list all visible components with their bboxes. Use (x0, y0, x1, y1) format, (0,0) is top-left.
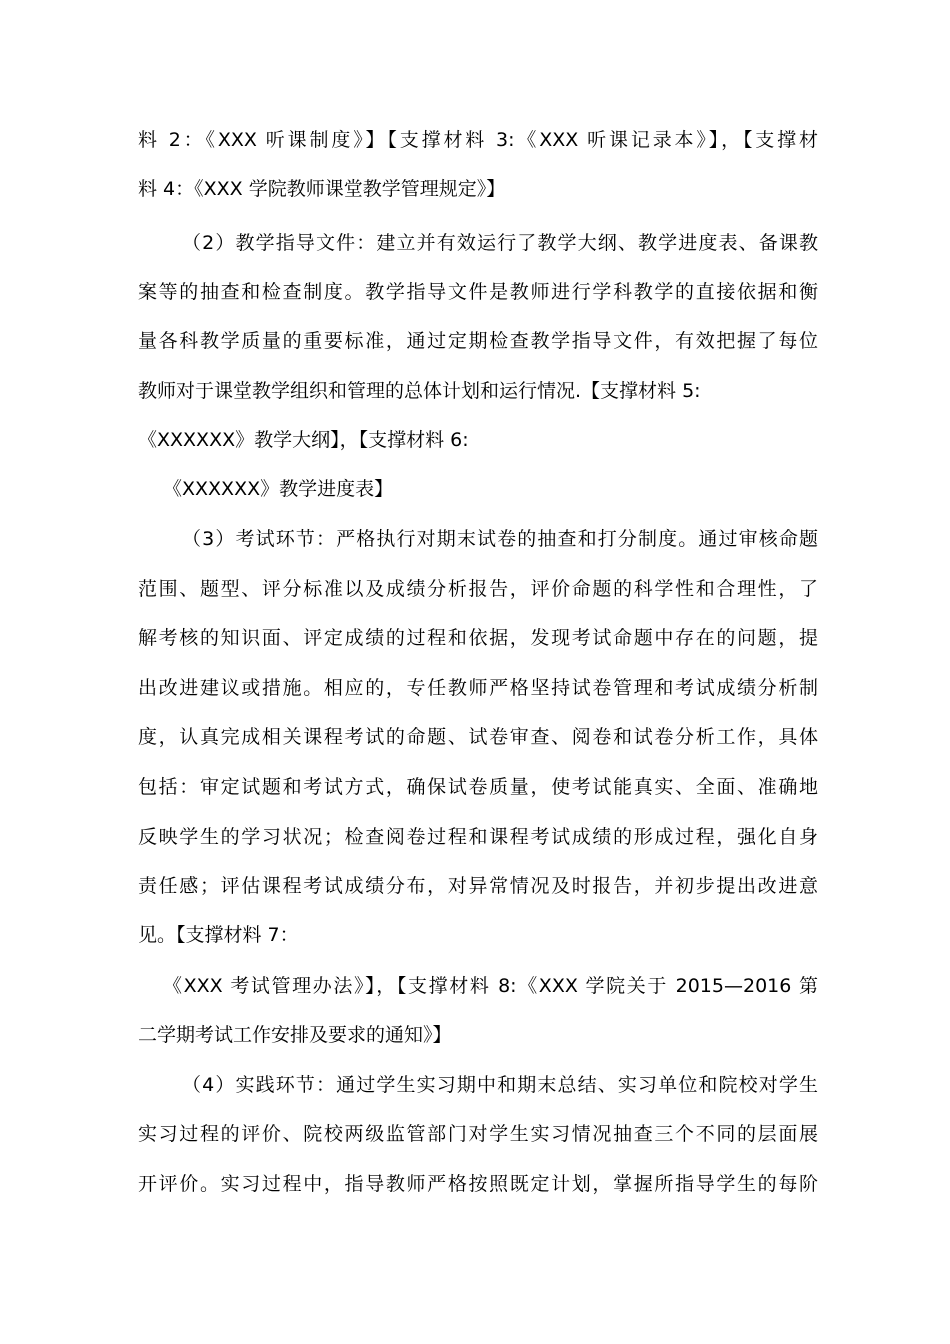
text-line-14: 包括：审定试题和考试方式，确保试卷质量，使考试能真实、全面、准确地 (138, 776, 818, 798)
text-line-22: 开评价。实习过程中，指导教师严格按照既定计划，掌握所指导学生的每阶 (138, 1173, 818, 1195)
text-line-20: （4）实践环节：通过学生实习期中和期末总结、实习单位和院校对学生 (182, 1074, 818, 1096)
text-line-3: （2）教学指导文件：建立并有效运行了教学大纲、教学进度表、备课教 (182, 232, 818, 254)
text-line-15: 反映学生的学习状况；检查阅卷过程和课程考试成绩的形成过程，强化自身 (138, 826, 818, 848)
text-line-19: 二学期考试工作安排及要求的通知》】 (138, 1024, 452, 1046)
text-line-9: （3）考试环节：严格执行对期末试卷的抽查和打分制度。通过审核命题 (182, 528, 818, 550)
text-line-12: 出改进建议或措施。相应的，专任教师严格坚持试卷管理和考试成绩分析制 (138, 677, 818, 699)
text-line-8: 《XXXXXX》教学进度表】 (163, 478, 394, 500)
text-line-17: 见。【支撑材料 7： (138, 924, 299, 946)
text-line-21: 实习过程的评价、院校两级监管部门对学生实习情况抽查三个不同的层面展 (138, 1123, 818, 1145)
text-line-6: 教师对于课堂教学组织和管理的总体计划和运行情况.【支撑材料 5: (138, 380, 701, 402)
text-line-16: 责任感；评估课程考试成绩分布，对异常情况及时报告，并初步提出改进意 (138, 875, 818, 897)
text-line-4: 案等的抽查和检查制度。教学指导文件是教师进行学科教学的直接依据和衡 (138, 281, 818, 303)
text-line-1: 料 2：《XXX 听课制度》】【支撑材料 3:《XXX 听课记录本》】，【支撑材 (138, 129, 818, 151)
text-line-18: 《XXX 考试管理办法》】，【支撑材料 8:《XXX 学院关于 2015—2016 第 (163, 975, 818, 997)
text-line-2: 料 4：《XXX 学院教师课堂教学管理规定》】 (138, 178, 506, 200)
text-line-11: 解考核的知识面、评定成绩的过程和依据，发现考试命题中存在的问题，提 (138, 627, 818, 649)
text-line-10: 范围、题型、评分标准以及成绩分析报告，评价命题的科学性和合理性，了 (138, 578, 818, 600)
text-line-13: 度，认真完成相关课程考试的命题、试卷审查、阅卷和试卷分析工作，具体 (138, 726, 818, 748)
text-line-7: 《XXXXXX》教学大纲】，【支撑材料 6: (138, 429, 469, 451)
text-line-5: 量各科教学质量的重要标准，通过定期检查教学指导文件，有效把握了每位 (138, 330, 818, 352)
